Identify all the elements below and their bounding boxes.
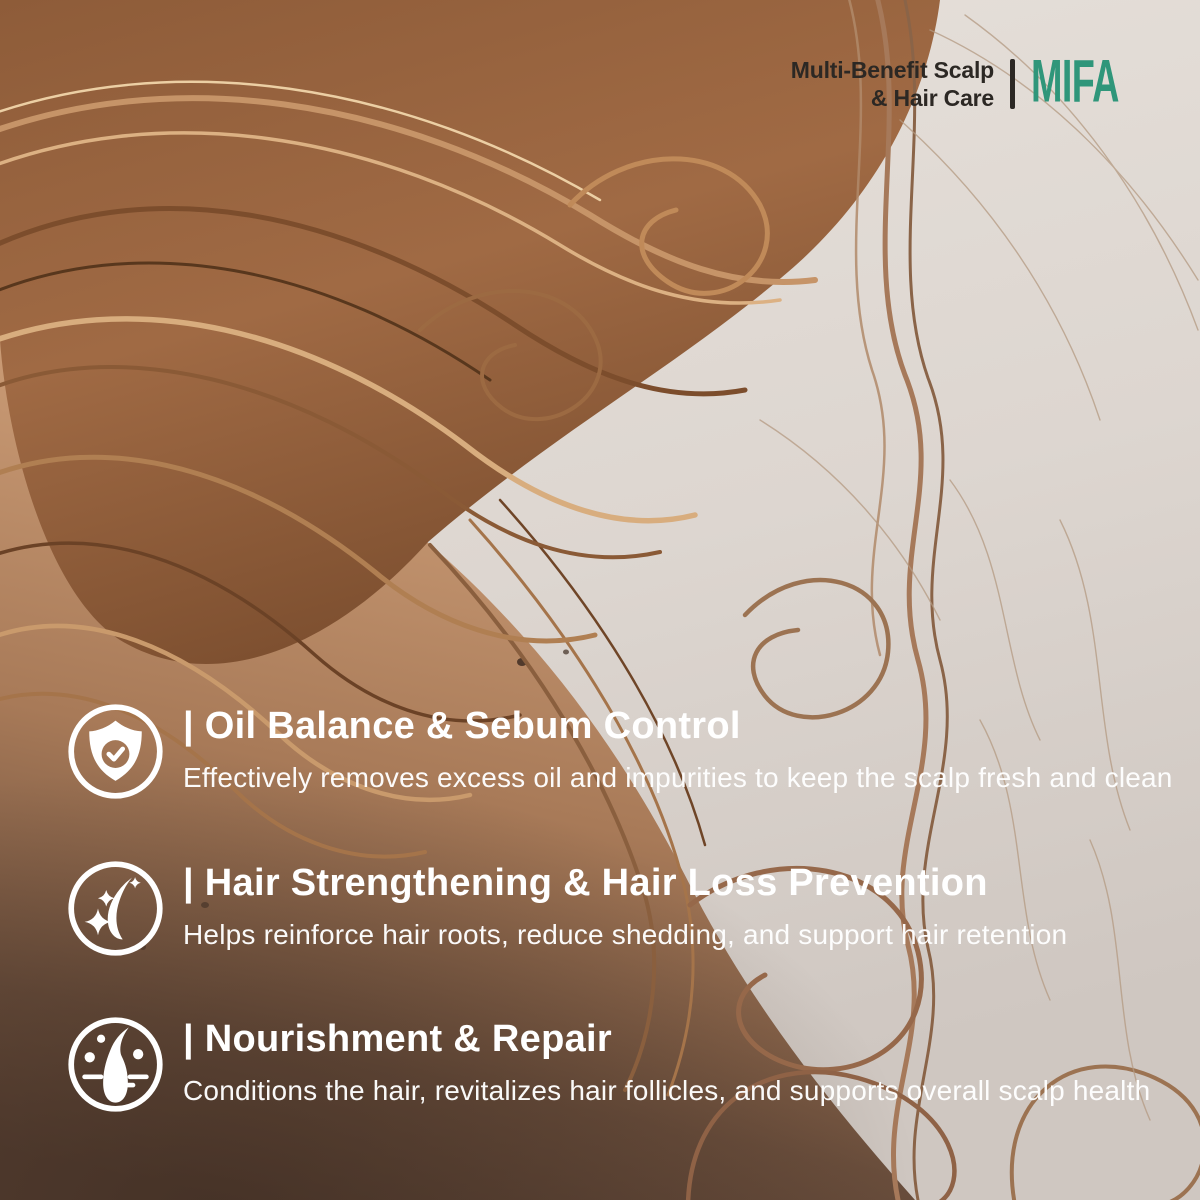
tagline-line1: Multi-Benefit Scalp: [790, 57, 994, 83]
feature-title: | Nourishment & Repair: [183, 1018, 612, 1060]
tagline-line2: & Hair Care: [870, 85, 994, 112]
header-divider: [1010, 59, 1015, 109]
feature-description: Helps reinforce hair roots, reduce shedding, and support hair retention: [183, 918, 1068, 950]
feature-title: | Hair Strengthening & Hair Loss Prevention: [183, 862, 988, 904]
feature-description: Effectively removes excess oil and impurities to keep the scalp fresh and clean: [183, 761, 1173, 793]
brand-logo: [1031, 47, 1130, 115]
brand-tagline: [791, 56, 994, 112]
feature-title: | Oil Balance & Sebum Control: [183, 705, 741, 747]
header: [790, 47, 1130, 115]
feature-description: Conditions the hair, revitalizes hair follicles, and supports overall scalp health: [183, 1074, 1151, 1106]
brand-logo-text: MIFA: [1031, 47, 1119, 115]
